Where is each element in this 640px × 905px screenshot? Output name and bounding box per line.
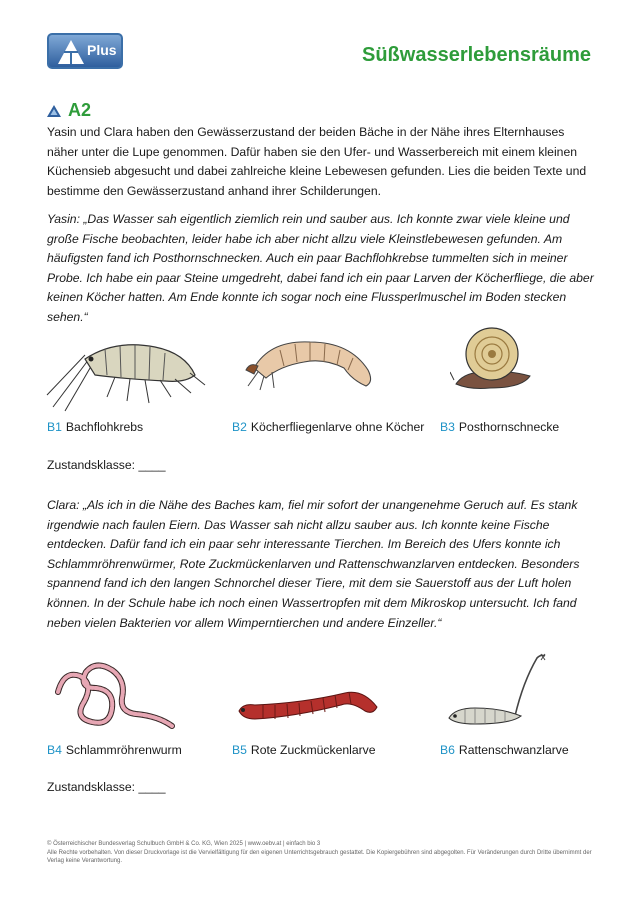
- zustandsklasse-clara: Zustandsklasse: ____: [47, 780, 166, 794]
- plus-logo: [47, 33, 123, 69]
- copyright-line: © Österreichischer Bundesverlag Schulbuch GmbH & Co. KG, Wien 2025 | www.oebv.at | einfach bio 3: [47, 841, 321, 847]
- figure-number: B3: [440, 420, 455, 434]
- task-heading: [47, 100, 91, 121]
- figure-caption-b1: [47, 420, 143, 434]
- figure-label: Bachflohkrebs: [65, 420, 144, 434]
- figure-number: B4: [47, 743, 62, 757]
- task-intro: Yasin und Clara haben den Gewässerzustand der beiden Bäche in der Nähe ihres Elternhauses näher unter die Lupe genommen. Dafür haben sie den Ufer- und Wasserbereich mit einem kleinen Küchensieb abgesucht und dabei zahlreiche kleine Lebewesen gefunden. Lies die beiden Texte und bestimme den Gewässerzustand anhand ihrer Schilderungen.: [47, 125, 587, 198]
- figure-label: Schlammröhrenwurm: [65, 743, 182, 757]
- zustandsklasse-yasin: Zustandsklasse: ____: [47, 458, 166, 472]
- figure-caption-b2: [232, 420, 424, 434]
- pyramid-logo-icon: [57, 39, 85, 65]
- koecherfliegenlarve-illustration: [240, 332, 380, 392]
- task-label: A2: [68, 100, 92, 120]
- figure-number: B1: [47, 420, 62, 434]
- figure-caption-b4: [47, 743, 182, 757]
- figure-number: B2: [232, 420, 247, 434]
- footer: [47, 840, 595, 866]
- clara-quote: Clara: „Als ich in die Nähe des Baches kam, fiel mir sofort der unangenehme Geruch auf. Es stank irgendwie nach faulen Eiern. Das Wasser sah nicht allzu sauber aus. Ich konnte keine Fische entdecken. Dafür fand ich ein paar sehr interessante Tierchen. Im Bereich des Ufers konnte ich Schlammröhrenwürmer, Rote Zuckmückenlarven und Rattenschwanzlarven entdecken. Besonders spannend fand ich den langen Schnorchel dieser Tiere, mit dem sie Sauerstoff aus der Luft holen können. In der Schule habe ich noch einen Wassertropfen mit dem Mikroskop untersucht. Ich fand neben vielen Bakterien vor allem Wimperntierchen und andere Einzeller.“: [47, 498, 580, 630]
- figure-caption-b5: [232, 743, 376, 757]
- figure-number: B5: [232, 743, 247, 757]
- figure-label: Posthornschnecke: [458, 420, 560, 434]
- schlammroehrenwurm-illustration: [50, 662, 180, 737]
- figure-caption-b6: [440, 743, 569, 757]
- yasin-quote: Yasin: „Das Wasser sah eigentlich ziemlich rein und sauber aus. Ich konnte zwar viele kleine und große Fische beobachten, leider habe ich aber nicht allzu viele Kleinstlebewesen gefunden. Am häufigsten fand ich Posthornschnecken. Auch ein paar Bachflohkrebse tummelten sich in meiner Probe. Ich habe ein paar Steine umgedreht, dabei fand ich ein paar Larven der Köcherfliege, die aber keinen Köcher hatten. Am Ende konnte ich sogar noch eine Flussperlmuschel im Boden stecken sehen.“: [47, 212, 594, 324]
- logo-text: Plus: [87, 42, 117, 58]
- rattenschwanzlarve-illustration: [445, 652, 555, 732]
- posthornschnecke-illustration: [450, 322, 535, 394]
- bachflohkrebs-illustration: [45, 335, 210, 415]
- difficulty-triangle-icon: [47, 105, 61, 117]
- page-title: Süßwasserlebensräume: [362, 44, 591, 66]
- zuckmueckenlarve-illustration: [233, 685, 383, 725]
- figure-number: B6: [440, 743, 455, 757]
- figure-label: Köcherfliegenlarve ohne Köcher: [250, 420, 425, 434]
- figure-label: Rote Zuckmückenlarve: [250, 743, 376, 757]
- figure-label: Rattenschwanzlarve: [458, 743, 569, 757]
- rights-line: Alle Rechte vorbehalten. Von dieser Druckvorlage ist die Vervielfältigung für den eigenen Unterrichtsgebrauch gestattet. Die Kopiergebühren sind abgegolten. Für Veränderungen durch Dritte übernimmt der Verlag keine Verantwortung.: [47, 849, 592, 864]
- figure-caption-b3: [440, 420, 559, 434]
